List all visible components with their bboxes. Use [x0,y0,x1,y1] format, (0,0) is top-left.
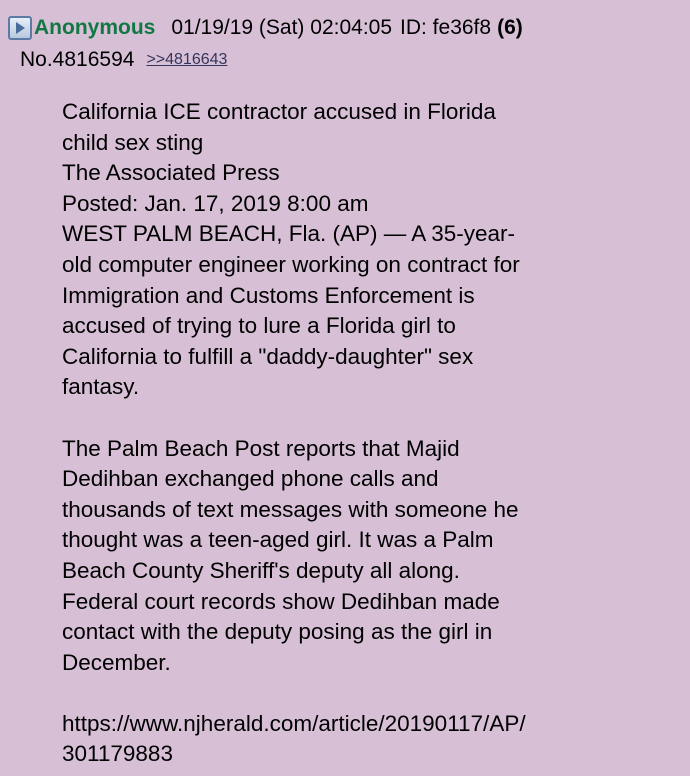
body-line: California to fulfill a "daddy-daughter" sex [62,343,474,369]
poster-post-count: (6) [497,16,523,39]
body-line: The Palm Beach Post reports that Majid [62,435,460,461]
body-line: Dedihban exchanged phone calls and [62,466,439,492]
poster-id[interactable]: ID: fe36f8 [400,16,492,39]
reply-backlink[interactable]: >>4816643 [146,51,228,68]
article-paragraph-1 [62,97,672,403]
body-line: contact with the deputy posing as the girl in [62,619,493,645]
expand-arrow-icon[interactable] [8,16,32,40]
body-line: December. [62,649,171,675]
paragraph-spacer [62,678,672,709]
body-line: accused of trying to lure a Florida girl to [62,313,456,339]
body-line: thought was a teen-aged girl. It was a Palm [62,527,494,553]
article-paragraph-2 [62,434,672,679]
body-line: Beach County Sheriff's deputy all along. [62,557,460,583]
post-number[interactable]: No.4816594 [20,48,135,71]
post-number-line [20,44,227,76]
article-source-url [62,709,672,770]
url-line: 301179883 [62,741,173,767]
post-header [8,12,523,44]
body-line: child sex sting [62,129,204,155]
post-datetime: 01/19/19 (Sat) 02:04:05 [171,16,393,39]
body-line: WEST PALM BEACH, Fla. (AP) — A 35-year- [62,221,516,247]
body-line: Immigration and Customs Enforcement is [62,282,475,308]
poster-name: Anonymous [34,16,156,39]
body-line: Posted: Jan. 17, 2019 8:00 am [62,190,369,216]
body-line: old computer engineer working on contract for [62,251,520,277]
body-line: thousands of text messages with someone he [62,496,519,522]
body-line: Federal court records show Dedihban made [62,588,500,614]
body-line: The Associated Press [62,160,280,186]
url-line: https://www.njherald.com/article/20190117/AP/ [62,710,526,736]
body-line: California ICE contractor accused in Florida [62,99,496,124]
body-line: fantasy. [62,374,140,400]
post-body [62,97,672,770]
paragraph-spacer [62,403,672,434]
